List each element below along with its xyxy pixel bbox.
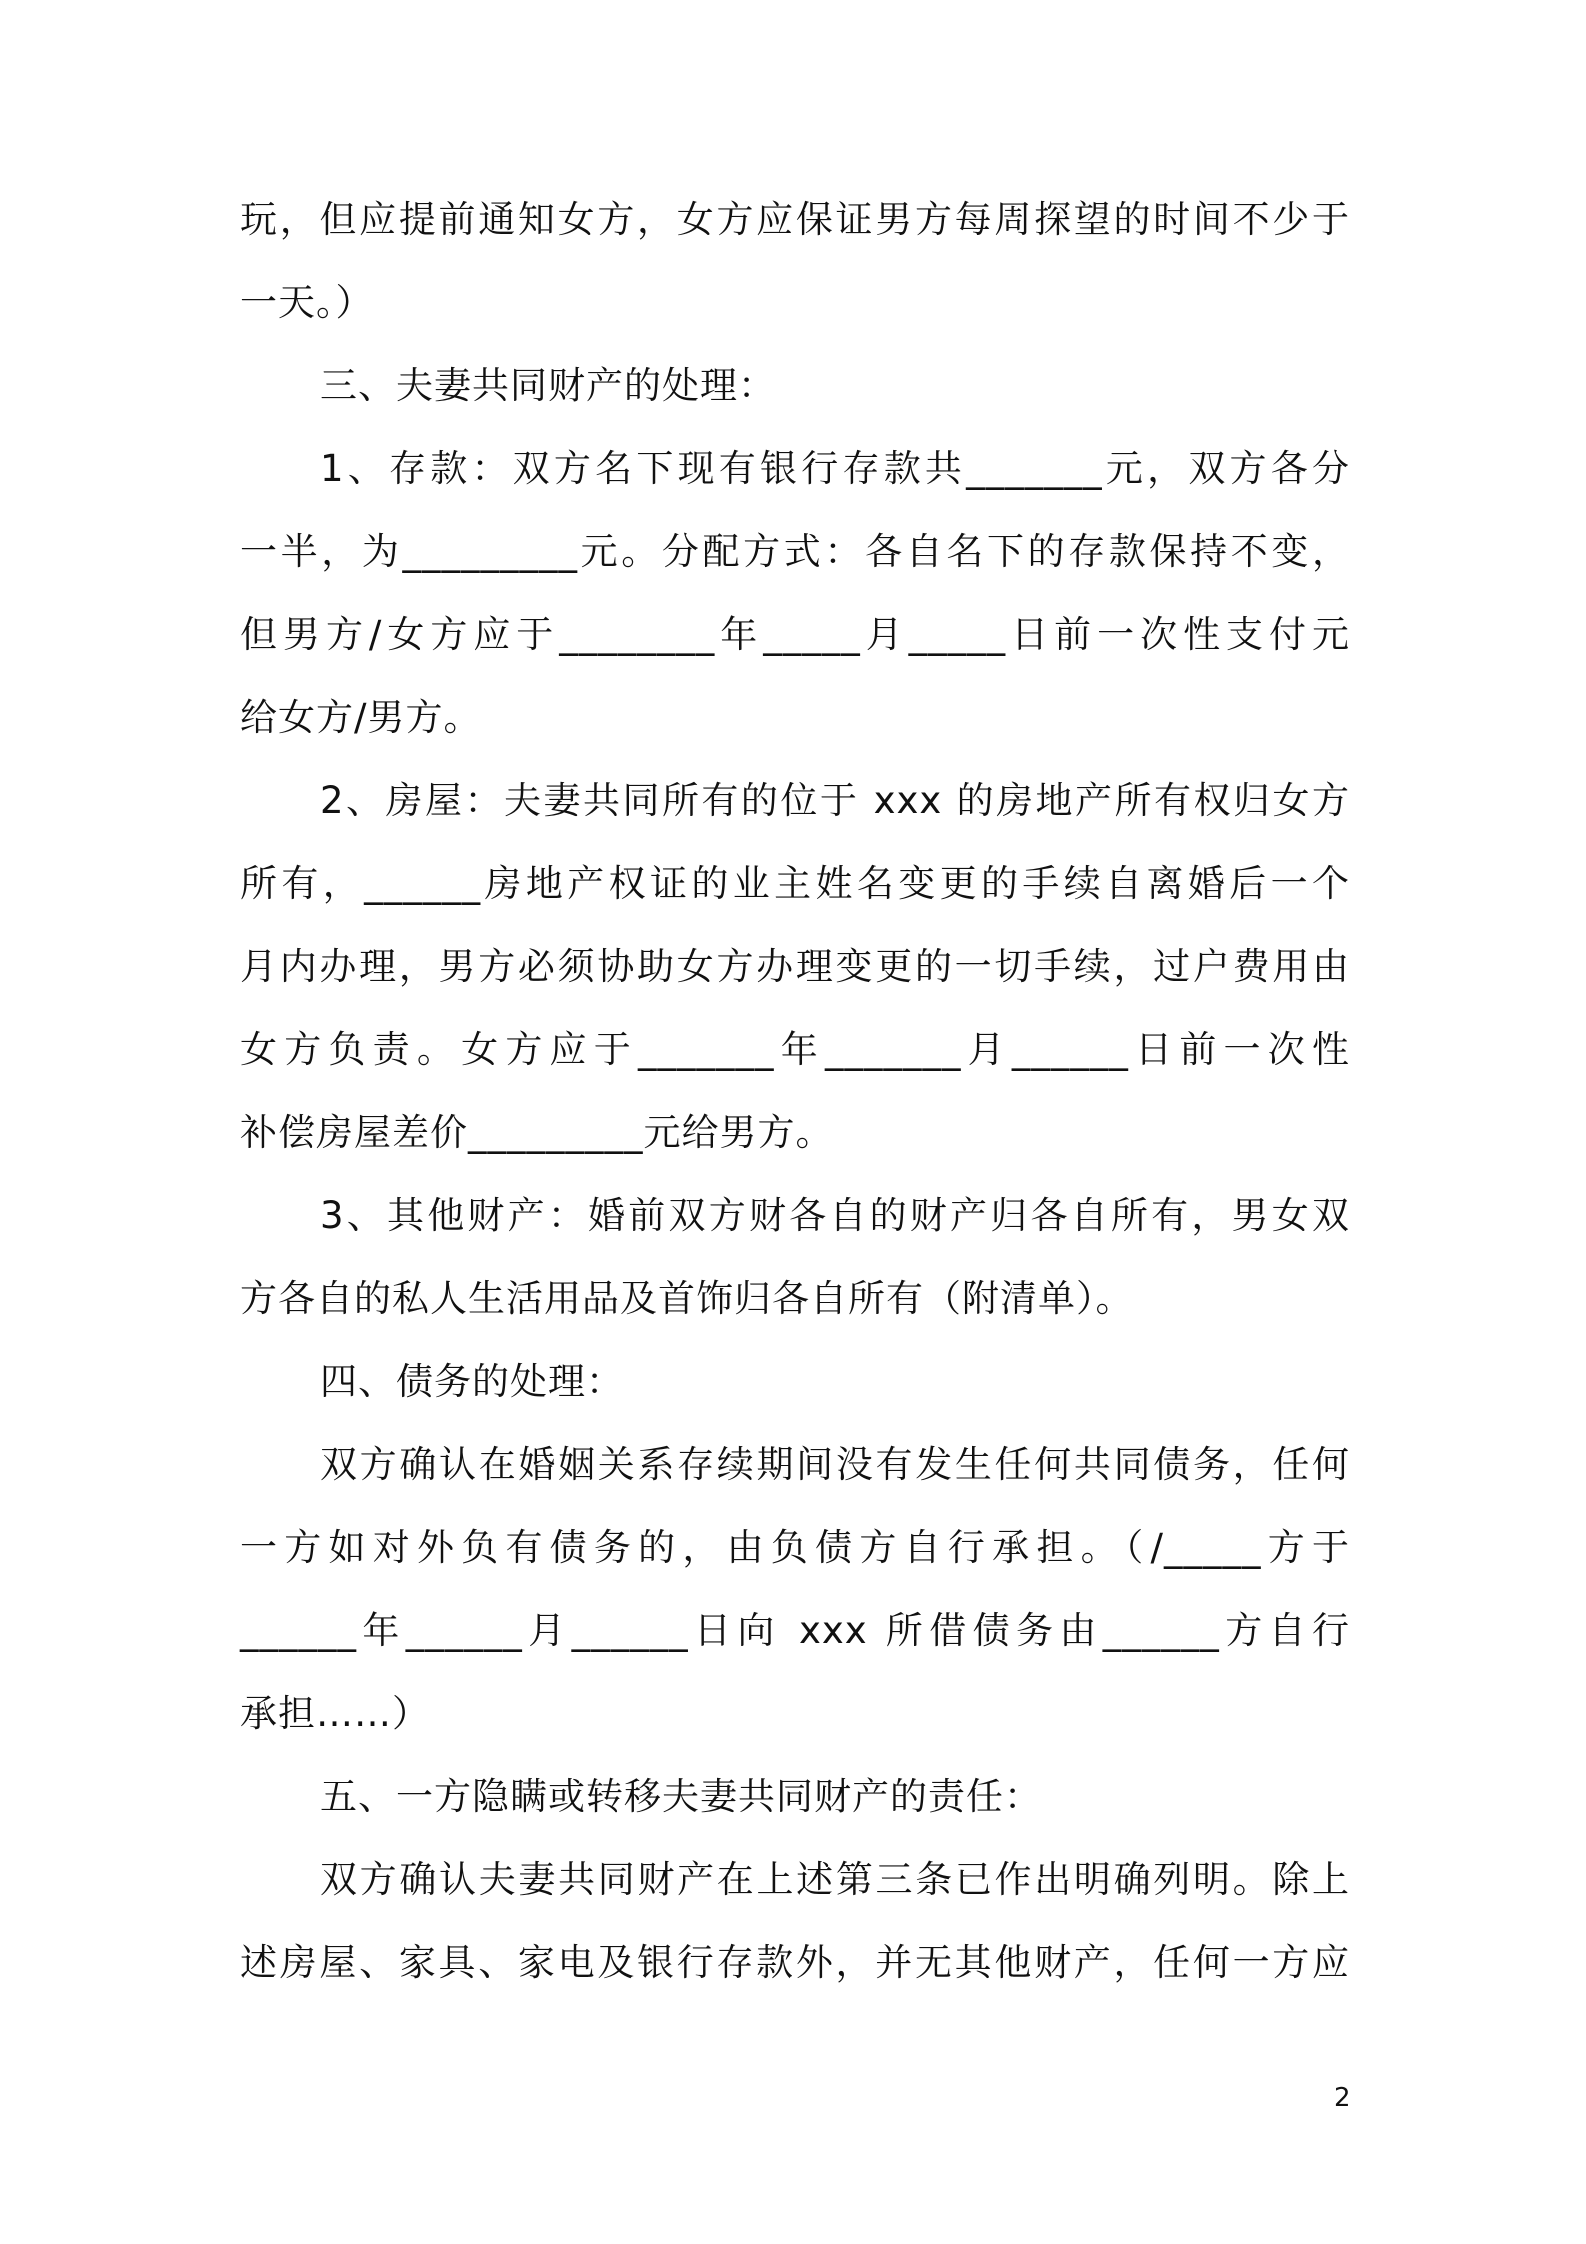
section-heading: 五、一方隐瞒或转移夫妻共同财产的责任： (320, 1775, 1042, 1818)
text-line: ______年______月______日向 xxx 所借债务由______方自行 (240, 1609, 1350, 1652)
text-line: 女方负责。女方应于_______年_______月______日前一次性 (240, 1028, 1350, 1071)
text-line: 3、其他财产：婚前双方财各自的财产归各自所有，男女双 (320, 1194, 1350, 1237)
text-line: 一方如对外负有债务的，由负债方自行承担。（/_____方于 (240, 1526, 1350, 1569)
text-line: 一半，为_________元。分配方式：各自名下的存款保持不变， (240, 530, 1350, 573)
page-number: 2 (1334, 2083, 1351, 2113)
text-line: 承担……） (240, 1692, 430, 1735)
text-line: 所有，______房地产权证的业主姓名变更的手续自离婚后一个 (240, 862, 1350, 905)
text-line: 双方确认在婚姻关系存续期间没有发生任何共同债务，任何 (320, 1443, 1350, 1486)
text-line: 玩，但应提前通知女方，女方应保证男方每周探望的时间不少于 (240, 198, 1350, 241)
text-line: 补偿房屋差价_________元给男方。 (240, 1111, 834, 1154)
text-line: 述房屋、家具、家电及银行存款外，并无其他财产，任何一方应 (240, 1941, 1350, 1984)
text-line: 一天。） (240, 281, 374, 324)
section-heading: 三、夫妻共同财产的处理： (320, 364, 776, 407)
text-line: 方各自的私人生活用品及首饰归各自所有（附清单）。 (240, 1277, 1134, 1320)
text-line: 1、存款：双方名下现有银行存款共_______元，双方各分 (320, 447, 1350, 490)
text-line: 2、房屋：夫妻共同所有的位于 xxx 的房地产所有权归女方 (320, 779, 1350, 822)
text-line: 双方确认夫妻共同财产在上述第三条已作出明确列明。除上 (320, 1858, 1350, 1901)
text-line: 月内办理，男方必须协助女方办理变更的一切手续，过户费用由 (240, 945, 1350, 988)
text-line: 给女方/男方。 (240, 696, 482, 739)
text-line: 但男方/女方应于________年_____月_____日前一次性支付元 (240, 613, 1350, 656)
section-heading: 四、债务的处理： (320, 1360, 624, 1403)
